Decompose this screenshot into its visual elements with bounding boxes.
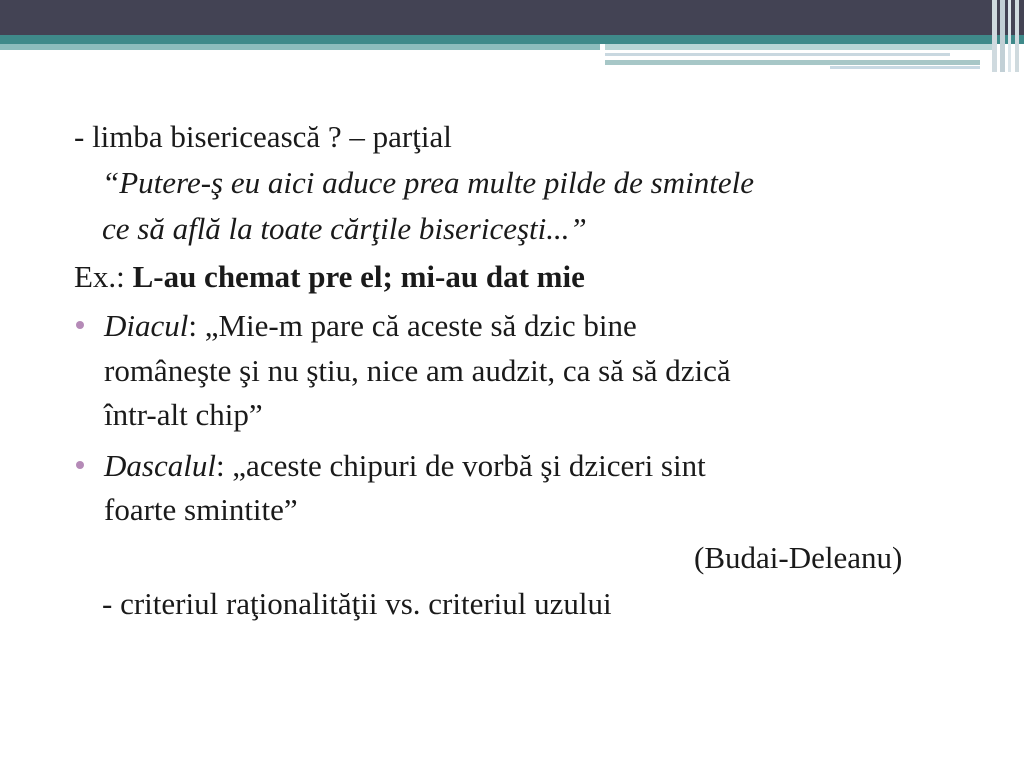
attribution: (Budai-Deleanu) (694, 540, 903, 575)
header-accent-line (605, 60, 980, 65)
header-dark-band (0, 0, 1024, 35)
text-line-language: - limba bisericească ? – parţial (74, 119, 452, 154)
quote-line-1: “Putere-ş eu aici aduce prea multe pilde de smintele (102, 165, 754, 200)
bullet-diacul-line-1 (104, 305, 637, 347)
bullet-dascalul-text: : „aceste chipuri de vorbă şi dziceri sint (215, 448, 706, 483)
example-line (74, 256, 585, 298)
speaker-diacul: Diacul (104, 308, 189, 343)
bullet-diacul-line-3: într-alt chip” (104, 397, 263, 432)
bullet-diacul-line-2: româneşte şi nu ştiu, nice am audzit, ca să să dzică (104, 353, 731, 388)
bullet-diacul-text: : „Mie-m pare că aceste să dzic bine (188, 308, 637, 343)
example-label: Ex.: (74, 259, 133, 294)
example-text: L-au chemat pre el; mi-au dat mie (132, 259, 585, 294)
criteria-line: - criteriul raţionalităţii vs. criteriul uzului (102, 586, 612, 621)
quote-line-2: ce să află la toate cărţile bisericeşti...” (102, 211, 587, 246)
bullet-dot (76, 321, 84, 329)
bullet-dascalul-line-1 (104, 445, 706, 487)
header-vertical-bar (1000, 0, 1005, 72)
header-accent-line (605, 44, 997, 50)
header-teal-light-band (0, 44, 600, 50)
header-accent-line (830, 66, 980, 69)
header-vertical-bar (1008, 0, 1011, 72)
bullet-dascalul-line-2: foarte smintite” (104, 492, 298, 527)
header-vertical-bar (1015, 0, 1019, 72)
header-accent-line (605, 53, 950, 56)
header-vertical-bar (992, 0, 997, 72)
speaker-dascalul: Dascalul (104, 448, 216, 483)
header-teal-band (0, 35, 1024, 44)
bullet-dot (76, 461, 84, 469)
